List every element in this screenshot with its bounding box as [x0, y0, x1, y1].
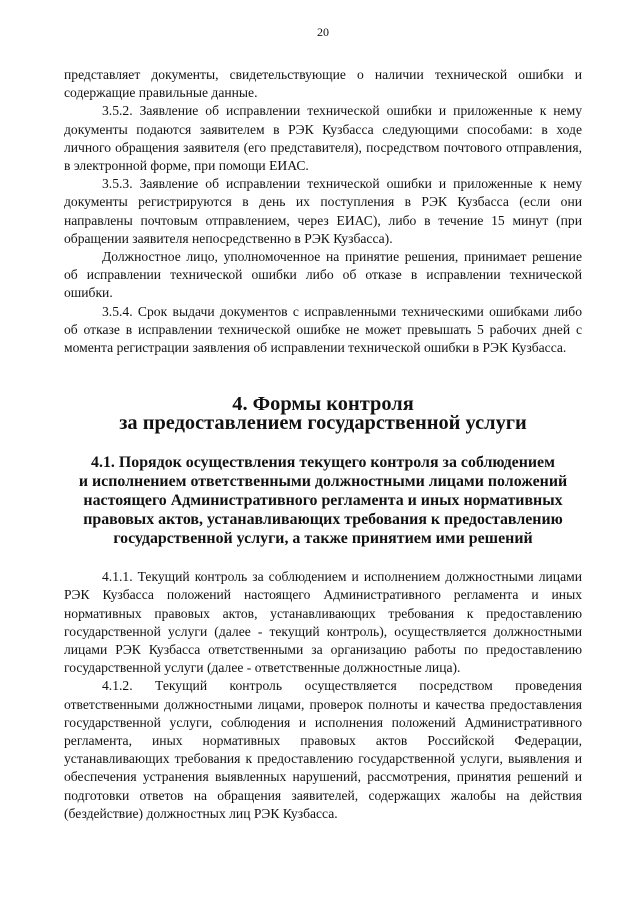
paragraph-3-5-3: 3.5.3. Заявление об исправлении технической ошибки и приложенные к нему документы регистрируются в день их поступления в РЭК Кузбасса (если они направлены почтовым отправлением, через ЕИАС), либо в течение 15 минут (при обращении заявителя непосредственно в РЭК Кузбасса). [64, 176, 582, 246]
paragraph-4-1-2: 4.1.2. Текущий контроль осуществляется посредством проведения ответственными должностными лицами, проверок полноты и качества предоставления государственной услуги, соблюдения и исполнения положений Административного регламента, иных нормативных правовых актов Российской Федерации, устанавливающих требования к предоставлению государственной услуги, выявления и обеспечения устранения выявленных нарушений, рассмотрения, принятия решений и подготовки ответов на обращения заявителей, содержащих жалобы на действия (бездействие) должностных лиц РЭК Кузбасса. [64, 678, 582, 821]
section-title-line-1: 4. Формы контроля [232, 393, 414, 416]
paragraph-4-1-1: 4.1.1. Текущий контроль за соблюдением и исполнением должностными лицами РЭК Кузбасса положений настоящего Административного регламента и иных нормативных правовых актов, устанавливающих требования к предоставлению государственной услуги (далее - текущий контроль), осуществляется должностными лицами РЭК Кузбасса ответственными за организацию работы по предоставлению государственной услуги (далее - ответственные должностные лица). [64, 569, 582, 676]
subsection-title-line-5: государственной услуги, а также принятием ими решений [113, 530, 533, 548]
paragraph-continuation: представляет документы, свидетельствующие о наличии технической ошибки и содержащие правильные данные. [64, 67, 582, 101]
paragraphs-top [64, 66, 582, 357]
subsection-title-line-2: и исполнением ответственными должностными лицами положений [78, 473, 568, 491]
subsection-title-line-3: настоящего Административного регламента и иных нормативных [83, 492, 563, 510]
section-title-line-2: за предоставлением государственной услуги [119, 412, 527, 435]
subsection-title-line-4: правовых актов, устанавливающих требования к предоставлению [83, 511, 563, 529]
subsection-title-line-1: 4.1. Порядок осуществления текущего контроля за соблюдением [91, 454, 555, 472]
paragraph-3-5-2: 3.5.2. Заявление об исправлении технической ошибки и приложенные к нему документы подаются заявителем в РЭК Кузбасса следующими способами: в ходе личного обращения заявителя (его представителя), посредством почтового отправления, в электронной форме, при помощи ЕИАС. [64, 103, 582, 174]
page-number: 20 [317, 25, 329, 39]
paragraphs-bottom [64, 568, 582, 823]
subsection-title [64, 453, 582, 548]
section-title [64, 395, 582, 433]
paragraph-official-decision: Должностное лицо, уполномоченное на принятие решения, принимает решение об исправлении технической ошибки либо об отказе в исправлении технической ошибки. [64, 249, 582, 301]
paragraph-3-5-4: 3.5.4. Срок выдачи документов с исправленными техническими ошибками либо об отказе в исправлении технической ошибке не может превышать 5 рабочих дней с момента регистрации заявления об исправлении технической ошибки в РЭК Кузбасса. [64, 303, 582, 356]
